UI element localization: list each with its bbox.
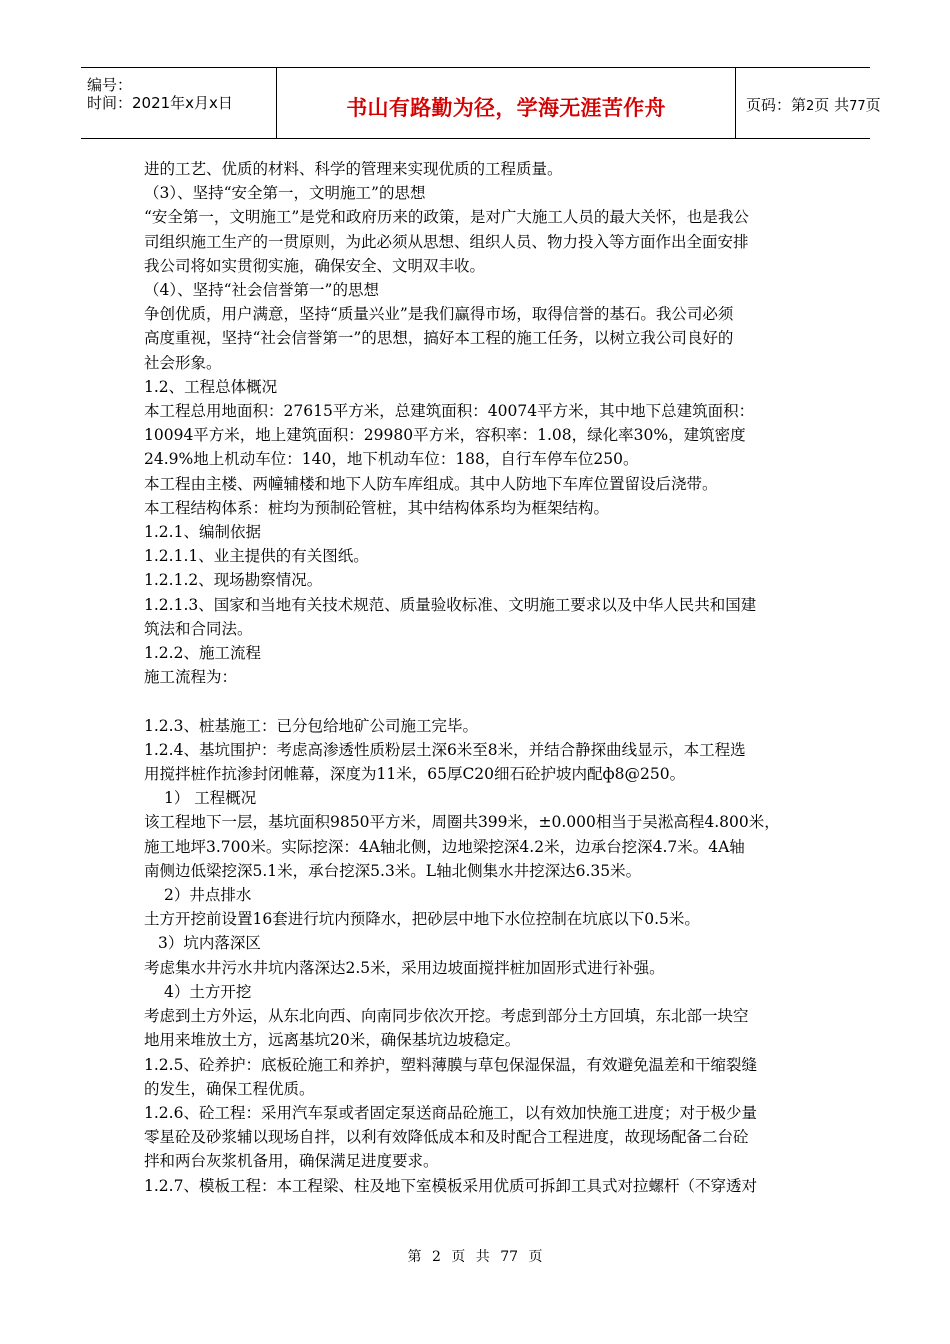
body-line: 本工程结构体系：桩均为预制砼管桩，其中结构体系均为框架结构。 xyxy=(144,498,610,517)
body-line: 进的工艺、优质的材料、科学的管理来实现优质的工程质量。 xyxy=(144,160,563,178)
body-line: 我公司将如实贯彻实施，确保安全、文明双丰收。 xyxy=(144,256,486,275)
body-line: 1.2.7、模板工程：本工程梁、柱及地下室模板采用优质可拆卸工具式对拉螺杆（不穿透对 xyxy=(144,1176,757,1195)
document-number-label: 编号： xyxy=(87,76,133,94)
body-line: 高度重视，坚持“社会信誉第一”的思想，搞好本工程的施工任务，以树立我公司良好的 xyxy=(144,329,734,348)
body-line: 1.2.6、砼工程：采用汽车泵或者固定泵送商品砼施工，以有效加快施工进度；对于极少量 xyxy=(144,1103,757,1122)
body-line: 筑法和合同法。 xyxy=(144,619,253,638)
blank-line xyxy=(144,689,814,713)
body-line: “安全第一，文明施工”是党和政府历来的政策，是对广大施工人员的最大关怀，也是我公 xyxy=(144,208,749,227)
page-suffix: 页 xyxy=(865,96,881,114)
body-line: 地用来堆放土方，远离基坑20米，确保基坑边坡稳定。 xyxy=(144,1031,521,1050)
body-line: 零星砼及砂浆辅以现场自拌，以利有效降低成本和及时配合工程进度，故现场配备二台砼 xyxy=(144,1128,749,1147)
sub-heading: 2）井点排水 xyxy=(164,886,252,905)
body-line: 本工程由主楼、两幢辅楼和地下人防车库组成。其中人防地下车库位置留设后浇带。 xyxy=(144,474,718,493)
body-line: 1.2.1.3、国家和当地有关技术规范、质量验收标准、文明施工要求以及中华人民共和国建 xyxy=(144,595,757,614)
section-heading: 1.2.1、编制依据 xyxy=(144,523,261,542)
body-line: 争创优质，用户满意，坚持“质量兴业”是我们赢得市场，取得信誉的基石。我公司必须 xyxy=(144,305,734,324)
body-line: 1.2.1.1、业主提供的有关图纸。 xyxy=(144,547,369,566)
body-line: 南侧边低梁挖深5.1米，承台挖深5.3米。L轴北侧集水井挖深达6.35米。 xyxy=(144,861,642,880)
page-prefix: 页码：第 xyxy=(746,96,807,114)
header-motto-cell xyxy=(277,68,736,138)
body-line: 10094平方米，地上建筑面积：29980平方米，容积率：1.08，绿化率30%，建筑密度 xyxy=(144,426,746,445)
sub-heading: 1） 工程概况 xyxy=(164,789,257,808)
page-total: 77 xyxy=(849,99,866,114)
body-line: 本工程总用地面积：27615平方米，总建筑面积：40074平方米，其中地下总建筑面积： xyxy=(144,402,755,421)
body-line: 1.2.3、桩基施工：已分包给地矿公司施工完毕。 xyxy=(144,716,478,735)
body-line: 施工流程为： xyxy=(144,668,238,687)
section-heading: 1.2.2、施工流程 xyxy=(144,644,261,663)
body-line: 土方开挖前设置16套进行坑内预降水，把砂层中地下水位控制在坑底以下0.5米。 xyxy=(144,910,700,929)
body-line: 司组织施工生产的一贯原则，为此必须从思想、组织人员、物力投入等方面作出全面安排 xyxy=(144,232,749,251)
body-line: 该工程地下一层，基坑面积9850平方米，周圈共399米，±0.000相当于吴淞高程4.800米， xyxy=(144,813,780,832)
body-line: 施工地坪3.700米。实际挖深：4A轴北侧，边地梁挖深4.2米，边承台挖深4.7米。4A轴 xyxy=(144,837,745,856)
body-line: 1.2.4、基坑围护：考虑高渗透性质粉层土深6米至8米，并结合静探曲线显示，本工程选 xyxy=(144,740,746,759)
body-line: 1.2.1.2、现场勘察情况。 xyxy=(144,571,323,590)
section-heading: 1.2、工程总体概况 xyxy=(144,377,278,396)
page-indicator xyxy=(746,94,881,115)
body-line: 1.2.5、砼养护：底板砼施工和养护，塑料薄膜与草包保湿保温，有效避免温差和干缩裂缝 xyxy=(144,1055,757,1074)
body-line: （4）、坚持“社会信誉第一”的思想 xyxy=(144,281,379,300)
body-line: 的发生，确保工程优质。 xyxy=(144,1079,315,1098)
sub-heading: 4）土方开挖 xyxy=(164,982,252,1001)
body-line: 考虑集水井污水井坑内落深达2.5米，采用边坡面搅拌桩加固形式进行补强。 xyxy=(144,958,665,977)
page-current: 2 xyxy=(806,99,815,114)
sub-heading: 3）坑内落深区 xyxy=(158,934,261,953)
body-line: 24.9%地上机动车位：140，地下机动车位：188，自行车停车位250。 xyxy=(144,450,639,469)
body-line: 社会形象。 xyxy=(144,353,222,372)
page-mid: 页 共 xyxy=(814,96,850,114)
body-line: 拌和两台灰浆机备用，确保满足进度要求。 xyxy=(144,1152,439,1171)
document-body xyxy=(144,157,814,1198)
motto-text: 书山有路勤为径，学海无涯苦作舟 xyxy=(346,96,666,120)
body-line: 用搅拌桩作抗渗封闭帷幕，深度为11米，65厚C20细石砼护坡内配ф8@250。 xyxy=(144,765,686,784)
document-date: 时间：2021年x月x日 xyxy=(87,94,233,112)
header-page-cell xyxy=(736,68,881,138)
page-footer: 第 2 页 共 77 页 xyxy=(407,1249,543,1265)
body-line: 考虑到土方外运，从东北向西、向南同步依次开挖。考虑到部分土方回填，东北部一块空 xyxy=(144,1007,749,1026)
header-info-cell xyxy=(81,68,277,138)
body-line: （3）、坚持“安全第一，文明施工”的思想 xyxy=(144,184,426,203)
page-header xyxy=(81,67,881,139)
